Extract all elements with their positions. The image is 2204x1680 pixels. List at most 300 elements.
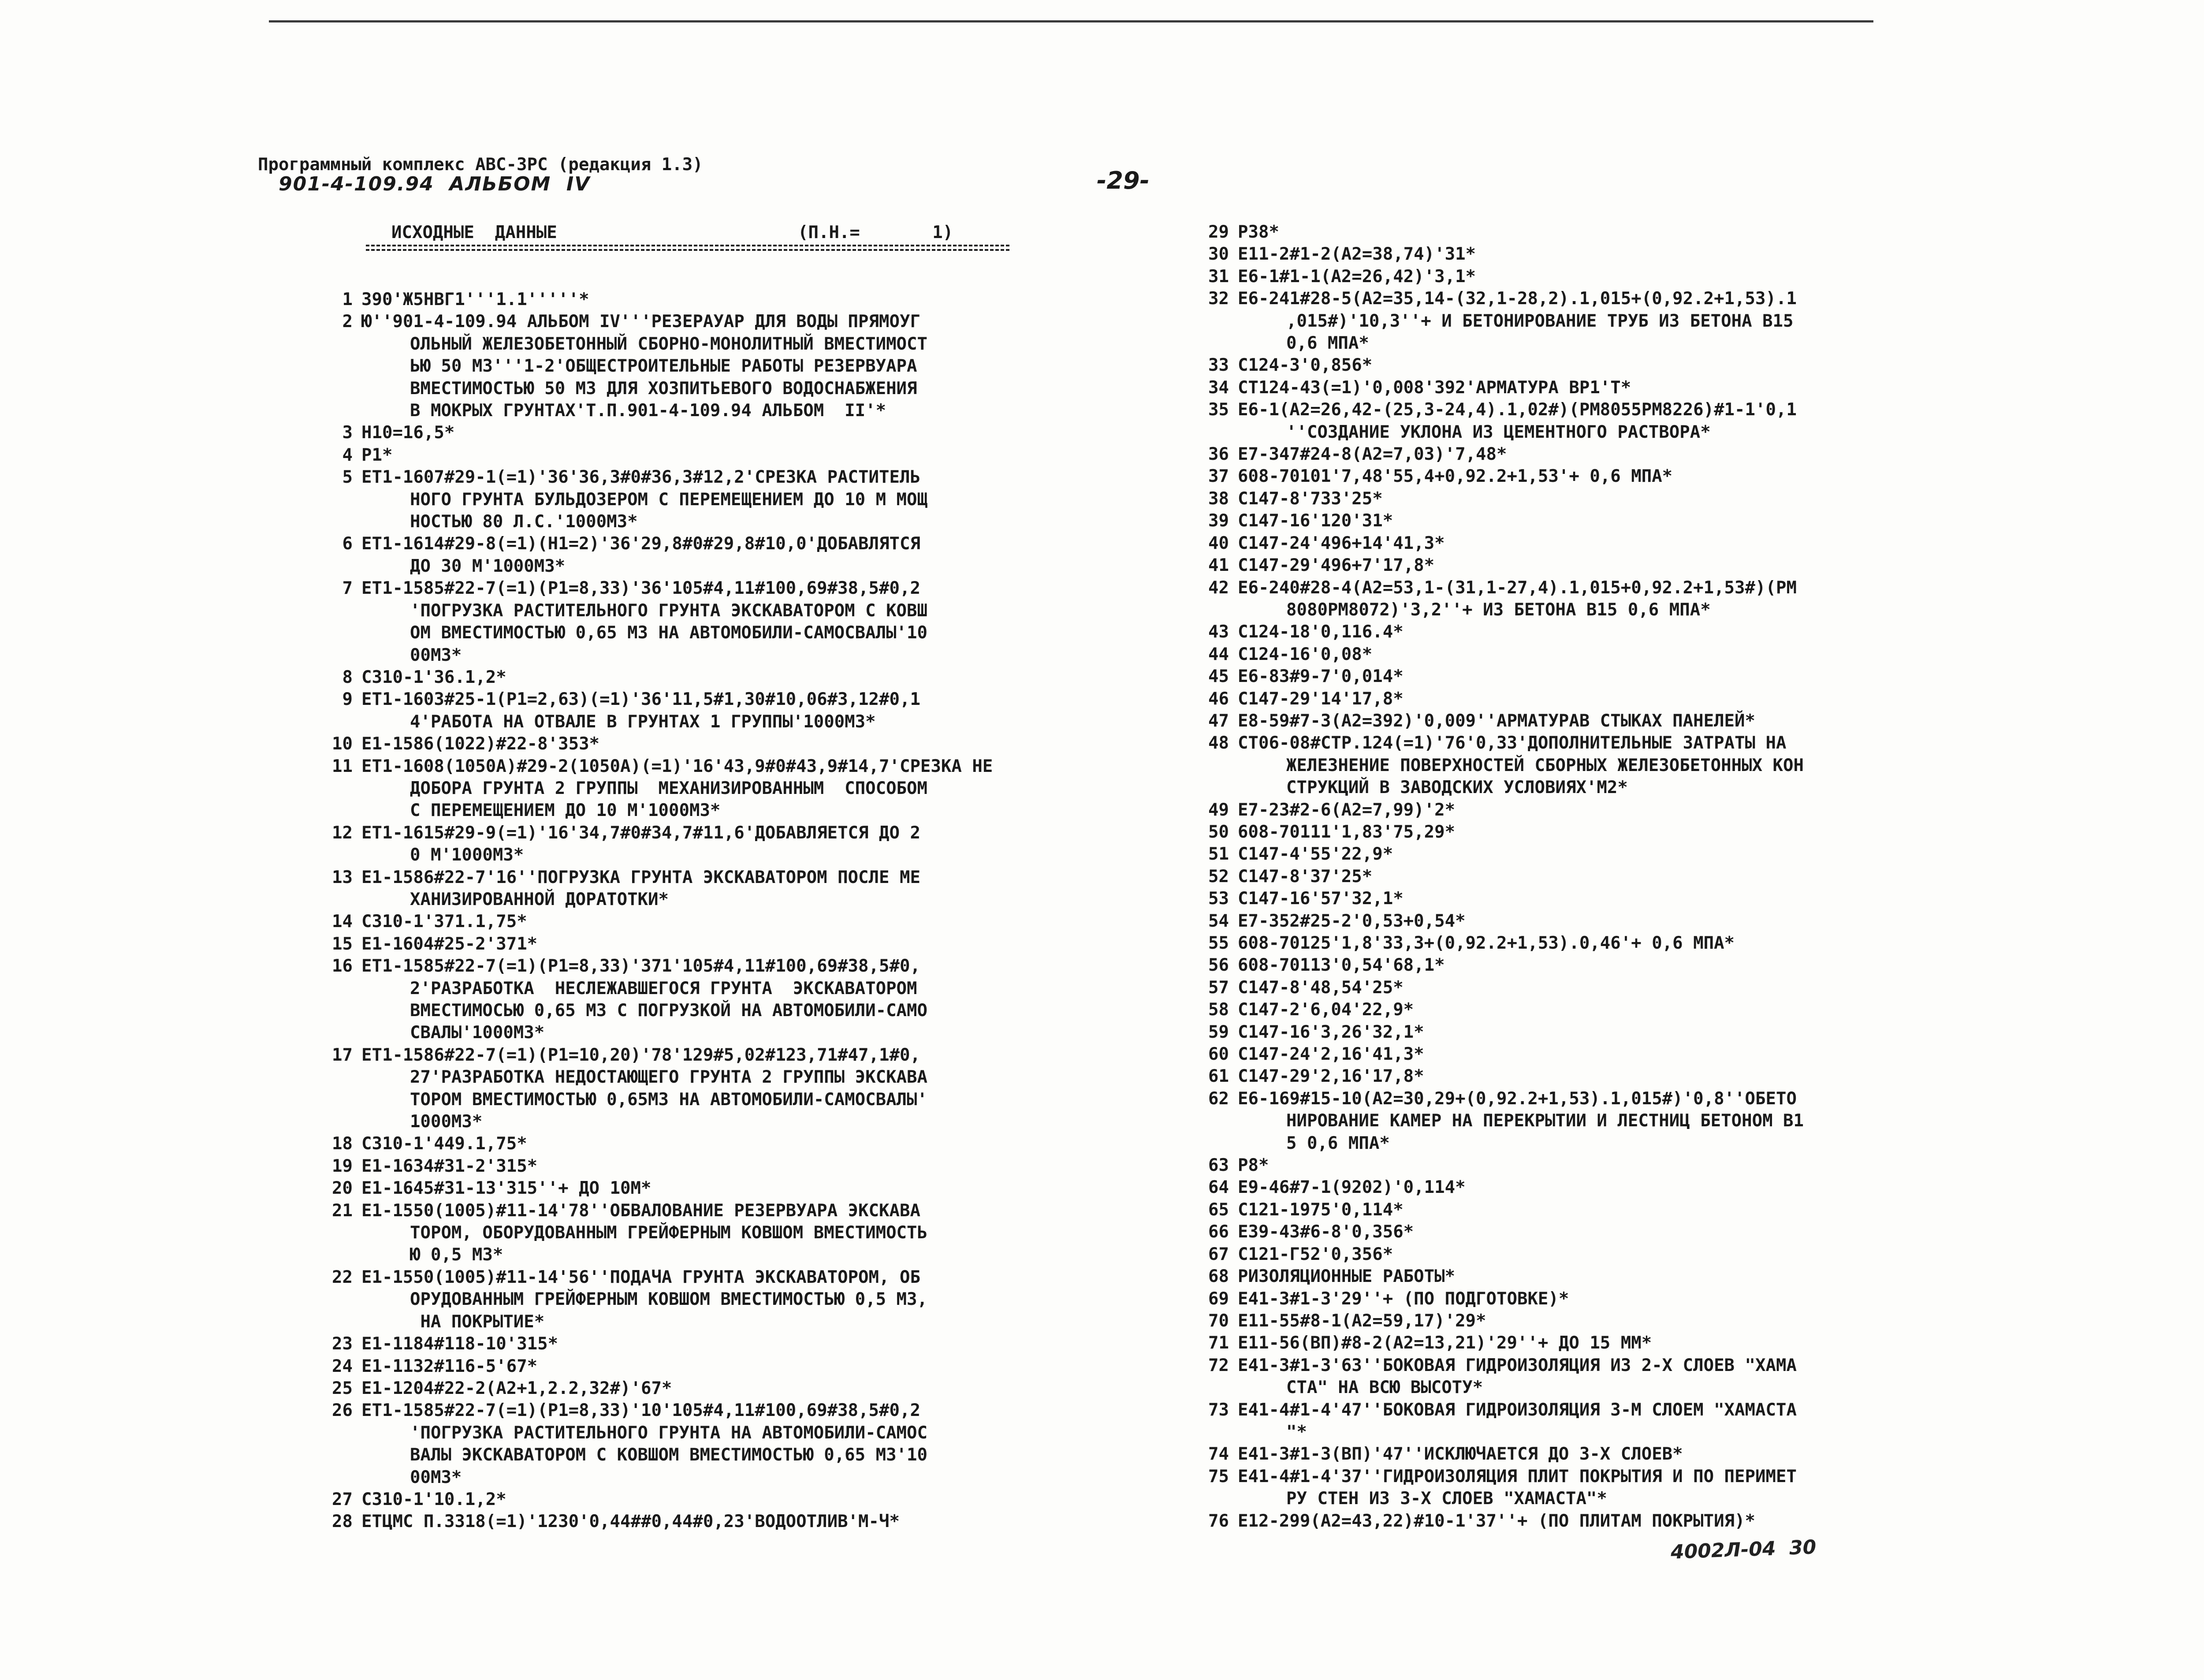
entry-number: 42 (1208, 577, 1229, 598)
entry-text (361, 1177, 1090, 1199)
entry-number: 34 (1208, 377, 1229, 398)
entry-line: Е6-240#28-4(А2=53,1-(31,1-27,4).1,015+0,92.2+1,53#)(РМ (1238, 577, 1797, 598)
entry-line: ВМЕСТИМОСЬЮ 0,65 М3 С ПОГРУЗКОЙ НА АВТОМОБИЛИ-САМО (410, 1001, 927, 1021)
list-item (314, 1511, 1090, 1533)
entry-line: "* (1286, 1422, 1307, 1442)
list-item (1190, 221, 1957, 243)
entry-line: Е1-1184#118-10'315* (361, 1334, 558, 1354)
entry-number: 31 (1208, 266, 1229, 287)
entry-line: СВАЛЫ'1000М3* (410, 1023, 545, 1043)
entry-line: С147-29'2,16'17,8* (1238, 1066, 1424, 1087)
list-item (1190, 644, 1957, 666)
entry-text (1238, 999, 1957, 1021)
entry-number: 54 (1208, 911, 1229, 931)
entry-line: С310-1'371.1,75* (361, 912, 527, 932)
entry-number: 50 (1208, 822, 1229, 842)
page-number: -29- (1097, 167, 1150, 194)
section-parameter: (П.Н.= 1) (798, 223, 953, 242)
entry-number: 73 (1208, 1400, 1229, 1420)
entry-number: 47 (1208, 711, 1229, 731)
entry-number: 28 (332, 1512, 353, 1532)
entry-number: 9 (342, 689, 353, 710)
entry-text (1238, 644, 1957, 666)
entry-text (361, 933, 1090, 955)
entry-line: Е6-83#9-7'0,014* (1238, 667, 1404, 687)
entry-text (361, 311, 1090, 422)
entry-text (1238, 510, 1957, 532)
entry-line: Е1-1132#116-5'67* (361, 1356, 538, 1376)
entry-line: ВАЛЫ ЭКСКАВАТОРОМ С КОВШОМ ВМЕСТИМОСТЬЮ 0,65 М3'10 (410, 1445, 927, 1465)
entry-line: Е1-1550(1005)#11-14'78''ОБВАЛОВАНИЕ РЕЗЕРВУАРА ЭКСКАВА (361, 1200, 920, 1221)
list-item (314, 422, 1090, 444)
entry-number: 56 (1208, 955, 1229, 976)
entry-number: 26 (332, 1401, 353, 1421)
entry-line: С310-1'10.1,2* (361, 1489, 506, 1509)
list-item (1190, 354, 1957, 376)
handwritten-signature: 4002Л-04 30 (1670, 1536, 1817, 1564)
entry-number: 19 (332, 1156, 353, 1176)
entry-number: 61 (1208, 1066, 1229, 1087)
entry-number: 12 (332, 823, 353, 843)
list-item (314, 1333, 1090, 1355)
entry-line: Е6-169#15-10(А2=30,29+(0,92.2+1,53).1,015#)'0,8''ОБЕТО (1238, 1088, 1797, 1109)
entry-line: ЕТ1-1608(1050А)#29-2(1050А)(=1)'16'43,9#0#43,9#14,7'СРЕЗКА НЕ (361, 756, 993, 776)
list-item (1190, 1199, 1957, 1221)
entry-number: 48 (1208, 733, 1229, 753)
entry-text (1238, 1177, 1957, 1199)
list-item (314, 1400, 1090, 1489)
entry-number: 35 (1208, 400, 1229, 420)
entry-line: РИЗОЛЯЦИОННЫЕ РАБОТЫ* (1238, 1267, 1456, 1287)
entry-text (1238, 488, 1957, 510)
entry-number: 41 (1208, 555, 1229, 576)
entry-line: 2'РАЗРАБОТКА НЕСЛЕЖАВШЕГОСЯ ГРУНТА ЭКСКАВАТОРОМ (410, 978, 917, 998)
entry-line: ЕТ1-1603#25-1(Р1=2,63)(=1)'36'11,5#1,30#10,06#3,12#0,1 (361, 689, 920, 710)
entry-text (1238, 621, 1957, 643)
entry-text (1238, 1466, 1957, 1510)
entry-number: 30 (1208, 244, 1229, 264)
entry-number: 1 (342, 290, 353, 309)
list-item (1190, 1310, 1957, 1332)
entry-number: 39 (1208, 511, 1229, 531)
entry-line: 4'РАБОТА НА ОТВАЛЕ В ГРУНТАХ 1 ГРУППЫ'1000М3* (410, 711, 876, 732)
entry-number: 33 (1208, 355, 1229, 376)
entry-line: ОМ ВМЕСТИМОСТЬЮ 0,65 М3 НА АВТОМОБИЛИ-САМОСВАЛЫ'10 (410, 623, 927, 643)
entry-text (361, 911, 1090, 933)
entry-line: Е7-352#25-2'0,53+0,54* (1238, 911, 1466, 931)
entry-line: В МОКРЫХ ГРУНТАХ'Т.П.901-4-109.94 АЛЬБОМ II'* (410, 401, 886, 421)
list-item (314, 1356, 1090, 1378)
list-item (1190, 243, 1957, 265)
entry-line: С147-8'733'25* (1238, 488, 1383, 509)
entry-text (361, 1333, 1090, 1355)
entry-line: 00М3* (410, 1467, 462, 1487)
entry-line: 608-70101'7,48'55,4+0,92.2+1,53'+ 0,6 МПА* (1238, 466, 1673, 487)
entry-line: 5 0,6 МПА* (1286, 1133, 1390, 1153)
entry-text (1238, 1266, 1957, 1288)
entry-text (1238, 1221, 1957, 1243)
entry-line: Е1-1634#31-2'315* (361, 1156, 538, 1176)
list-item (1190, 533, 1957, 555)
entry-text (361, 689, 1090, 733)
list-item (314, 955, 1090, 1044)
entry-line: НОСТЬЮ 80 Л.С.'1000М3* (410, 512, 638, 532)
entry-text (361, 1133, 1090, 1155)
entry-text (361, 289, 1090, 311)
entry-line: Е1-1645#31-13'315''+ ДО 10М* (361, 1178, 652, 1199)
entry-number: 52 (1208, 866, 1229, 887)
entry-line: СТ124-43(=1)'0,008'392'АРМАТУРА ВР1'Т* (1238, 377, 1631, 398)
entry-number: 27 (332, 1489, 353, 1509)
entry-number: 64 (1208, 1177, 1229, 1198)
entry-text (1238, 843, 1957, 865)
list-item (314, 533, 1090, 577)
entry-line: Е11-2#1-2(А2=38,74)'31* (1238, 244, 1476, 264)
list-item (1190, 1244, 1957, 1266)
entry-text (1238, 888, 1957, 910)
entry-number: 72 (1208, 1355, 1229, 1375)
entry-line: С121-1975'0,114* (1238, 1199, 1404, 1220)
list-item (1190, 288, 1957, 354)
entry-number: 68 (1208, 1267, 1229, 1287)
entry-text (1238, 243, 1957, 265)
entry-line: С310-1'449.1,75* (361, 1134, 527, 1154)
entry-text (1238, 1443, 1957, 1465)
album-reference: 901-4-109.94 АЛЬБОМ IV (279, 173, 591, 195)
entry-number: 16 (332, 956, 353, 976)
list-item (1190, 821, 1957, 843)
entry-line: ЕТ1-1586#22-7(=1)(Р1=10,20)'78'129#5,02#123,71#47,1#0, (361, 1045, 920, 1065)
entry-text (1238, 1043, 1957, 1065)
section-title: ИСХОДНЫЕ ДАННЫЕ (391, 223, 557, 242)
entry-number: 71 (1208, 1333, 1229, 1353)
entry-number: 6 (342, 534, 353, 554)
entry-line: ТОРОМ ВМЕСТИМОСТЬЮ 0,65М3 НА АВТОМОБИЛИ-САМОСВАЛЫ' (410, 1089, 927, 1110)
entry-number: 76 (1208, 1511, 1229, 1531)
entry-line: 1000М3* (410, 1112, 483, 1132)
list-item (1190, 954, 1957, 976)
entry-line: Е7-23#2-6(А2=7,99)'2* (1238, 800, 1456, 820)
entry-number: 58 (1208, 1000, 1229, 1020)
list-item (1190, 910, 1957, 932)
entry-line: С147-4'55'22,9* (1238, 844, 1393, 864)
list-item (1190, 710, 1957, 732)
entry-line: С124-18'0,116.4* (1238, 622, 1404, 642)
entry-line: Е1-1550(1005)#11-14'56''ПОДАЧА ГРУНТА ЭКСКАВАТОРОМ, ОБ (361, 1267, 920, 1287)
entry-line: 27'РАЗРАБОТКА НЕДОСТАЮЩЕГО ГРУНТА 2 ГРУППЫ ЭКСКАВА (410, 1067, 927, 1088)
entry-line: ЖЕЛЕЗНЕНИЕ ПОВЕРХНОСТЕЙ СБОРНЫХ ЖЕЛЕЗОБЕТОННЫХ КОН (1286, 755, 1804, 775)
entry-text (361, 466, 1090, 533)
entry-line: С124-16'0,08* (1238, 644, 1373, 664)
entry-line: 608-70125'1,8'33,3+(0,92.2+1,53).0,46'+ 0,6 МПА* (1238, 933, 1735, 953)
entry-number: 43 (1208, 622, 1229, 642)
entry-number: 67 (1208, 1244, 1229, 1264)
entry-text (1238, 443, 1957, 466)
entry-number: 15 (332, 934, 353, 954)
entry-text (361, 756, 1090, 822)
list-item (314, 867, 1090, 911)
entry-line: СТ06-08#СТР.124(=1)'76'0,33'ДОПОЛНИТЕЛЬНЫЕ ЗАТРАТЫ НА (1238, 733, 1787, 753)
entry-text (1238, 1155, 1957, 1177)
list-item (314, 1133, 1090, 1155)
entry-text (361, 733, 1090, 755)
list-item (1190, 999, 1957, 1021)
list-item (1190, 1155, 1957, 1177)
entry-number: 45 (1208, 667, 1229, 687)
entry-text (1238, 799, 1957, 821)
entry-text (361, 867, 1090, 911)
entry-text (1238, 977, 1957, 999)
entry-line: СТА" НА ВСЮ ВЫСОТУ* (1286, 1378, 1483, 1398)
list-item (1190, 377, 1957, 399)
entry-line: С147-24'496+14'41,3* (1238, 533, 1445, 553)
entry-text (1238, 533, 1957, 555)
entry-line: 608-70111'1,83'75,29* (1238, 822, 1456, 842)
entry-line: Е12-299(А2=43,22)#10-1'37''+ (ПО ПЛИТАМ ПОКРЫТИЯ)* (1238, 1511, 1755, 1531)
entry-text (361, 577, 1090, 667)
entry-line: ''СОЗДАНИЕ УКЛОНА ИЗ ЦЕМЕНТНОГО РАСТВОРА* (1286, 422, 1711, 442)
entry-number: 4 (342, 445, 353, 465)
entry-number: 46 (1208, 689, 1229, 709)
entry-line: Е7-347#24-8(А2=7,03)'7,48* (1238, 444, 1507, 465)
entry-number: 17 (332, 1045, 353, 1065)
entry-line: ДОБОРА ГРУНТА 2 ГРУППЫ МЕХАНИЗИРОВАННЫМ СПОСОБОМ (410, 778, 927, 798)
entry-line: ,015#)'10,3''+ И БЕТОНИРОВАНИЕ ТРУБ ИЗ БЕТОНА В15 (1286, 311, 1794, 331)
entry-text (1238, 954, 1957, 976)
list-item (1190, 732, 1957, 799)
entry-number: 55 (1208, 933, 1229, 953)
entry-line: Е39-43#6-8'0,356* (1238, 1222, 1414, 1242)
left-column-entries (314, 289, 1090, 1533)
list-item (1190, 399, 1957, 443)
entry-line: С310-1'36.1,2* (361, 667, 506, 687)
list-item (314, 911, 1090, 933)
entry-text (1238, 1288, 1957, 1310)
entry-number: 32 (1208, 289, 1229, 309)
entry-number: 11 (332, 756, 353, 776)
entry-text (361, 1200, 1090, 1267)
entry-line: С147-29'496+7'17,8* (1238, 555, 1435, 576)
list-item (1190, 443, 1957, 466)
entry-line: Е41-3#1-3(ВП)'47''ИСКЛЮЧАЕТСЯ ДО 3-Х СЛОЕВ* (1238, 1444, 1683, 1464)
entry-line: 'ПОГРУЗКА РАСТИТЕЛЬНОГО ГРУНТА ЭКСКАВАТОРОМ С КОВШ (410, 600, 927, 621)
entry-line: 'ПОГРУЗКА РАСТИТЕЛЬНОГО ГРУНТА НА АВТОМОБИЛИ-САМОС (410, 1423, 927, 1443)
entry-line: ЕТ1-1614#29-8(=1)(Н1=2)'36'29,8#0#29,8#10,0'ДОБАВЛЯТСЯ (361, 534, 920, 554)
entry-line: ОЛЬНЫЙ ЖЕЛЕЗОБЕТОННЫЙ СБОРНО-МОНОЛИТНЫЙ ВМЕСТИМОСТ (410, 334, 927, 354)
entry-text (361, 822, 1090, 867)
list-item (1190, 466, 1957, 488)
entry-text (1238, 1355, 1957, 1399)
entry-line: Ю 0,5 М3* (410, 1245, 503, 1265)
entry-text (1238, 266, 1957, 288)
section-double-rule (366, 245, 1009, 251)
entry-line: С147-29'14'17,8* (1238, 689, 1404, 709)
entry-line: ЕТЦМС П.3318(=1)'1230'0,44##0,44#0,23'ВОДООТЛИВ'М-Ч* (361, 1512, 900, 1532)
list-item (314, 1155, 1090, 1177)
entry-line: СТРУКЦИЙ В ЗАВОДСКИХ УСЛОВИЯХ'М2* (1286, 778, 1628, 798)
entry-text (361, 1267, 1090, 1333)
entry-text (1238, 555, 1957, 577)
list-item (1190, 1510, 1957, 1532)
entry-line: ЕТ1-1615#29-9(=1)'16'34,7#0#34,7#11,6'ДОБАВЛЯЕТСЯ ДО 2 (361, 823, 920, 843)
entry-text (1238, 1199, 1957, 1221)
entry-line: С147-16'3,26'32,1* (1238, 1022, 1424, 1042)
entry-number: 29 (1208, 222, 1229, 242)
list-item (1190, 621, 1957, 643)
entry-text (1238, 1088, 1957, 1155)
entry-line: С147-2'6,04'22,9* (1238, 1000, 1414, 1020)
list-item (314, 289, 1090, 311)
entry-text (1238, 354, 1957, 376)
list-item (1190, 555, 1957, 577)
entry-line: Р1* (361, 445, 393, 465)
entry-line: ТОРОМ, ОБОРУДОВАННЫМ ГРЕЙФЕРНЫМ КОВШОМ ВМЕСТИМОСТЬ (410, 1223, 927, 1243)
entry-number: 57 (1208, 977, 1229, 998)
entry-number: 49 (1208, 800, 1229, 820)
entry-text (361, 1511, 1090, 1533)
list-item (314, 311, 1090, 422)
entry-text (1238, 732, 1957, 799)
entry-line: НОГО ГРУНТА БУЛЬДОЗЕРОМ С ПЕРЕМЕЩЕНИЕМ ДО 10 М МОЩ (410, 489, 927, 510)
list-item (314, 1200, 1090, 1267)
entry-text (1238, 666, 1957, 688)
entry-line: Ю''901-4-109.94 АЛЬБОМ IV'''РЕЗЕРАУАР ДЛЯ ВОДЫ ПРЯМОУГ (361, 312, 920, 332)
entry-number: 40 (1208, 533, 1229, 553)
entry-number: 69 (1208, 1289, 1229, 1309)
entry-line: Е11-55#8-1(А2=59,17)'29* (1238, 1311, 1486, 1331)
entry-line: Е41-3#1-3'63''БОКОВАЯ ГИДРОИЗОЛЯЦИЯ ИЗ 2-Х СЛОЕВ "ХАМА (1238, 1355, 1797, 1375)
entry-number: 74 (1208, 1444, 1229, 1464)
entry-line: С147-8'48,54'25* (1238, 977, 1404, 998)
list-item (1190, 1466, 1957, 1510)
list-item (1190, 1332, 1957, 1354)
entry-line: Е11-56(ВП)#8-2(А2=13,21)'29''+ ДО 15 ММ* (1238, 1333, 1652, 1353)
entry-text (1238, 1310, 1957, 1332)
entry-line: ОРУДОВАННЫМ ГРЕЙФЕРНЫМ КОВШОМ ВМЕСТИМОСТЬЮ 0,5 М3, (410, 1289, 927, 1310)
entry-number: 63 (1208, 1155, 1229, 1176)
entry-line: С147-24'2,16'41,3* (1238, 1044, 1424, 1065)
entry-text (361, 1155, 1090, 1177)
entry-number: 22 (332, 1267, 353, 1287)
list-item (1190, 510, 1957, 532)
entry-line: Е9-46#7-1(9202)'0,114* (1238, 1177, 1466, 1198)
right-column-entries (1190, 221, 1957, 1532)
entry-text (1238, 1332, 1957, 1354)
entry-number: 23 (332, 1334, 353, 1354)
entry-line: ВМЕСТИМОСТЬЮ 50 М3 ДЛЯ ХОЗПИТЬЕВОГО ВОДОСНАБЖЕНИЯ (410, 378, 917, 399)
entry-number: 14 (332, 912, 353, 932)
list-item (1190, 888, 1957, 910)
list-item (1190, 1288, 1957, 1310)
list-item (1190, 1065, 1957, 1088)
entry-line: НА ПОКРЫТИЕ* (410, 1311, 545, 1332)
entry-line: ДО 30 М'1000М3* (410, 556, 566, 576)
entry-text (1238, 710, 1957, 732)
entry-number: 3 (342, 423, 353, 443)
list-item (1190, 577, 1957, 622)
list-item (1190, 1177, 1957, 1199)
entry-line: Е6-241#28-5(А2=35,14-(32,1-28,2).1,015+(0,92.2+1,53).1 (1238, 289, 1797, 309)
entry-text (361, 955, 1090, 1044)
entry-text (361, 444, 1090, 466)
list-item (1190, 1088, 1957, 1155)
list-item (1190, 1443, 1957, 1465)
program-header: Программный комплекс АВС-3РС (редакция 1.3) (258, 155, 703, 175)
entry-text (361, 667, 1090, 689)
list-item (1190, 688, 1957, 710)
entry-text (1238, 932, 1957, 954)
entry-number: 66 (1208, 1222, 1229, 1242)
entry-number: 65 (1208, 1199, 1229, 1220)
entry-number: 2 (342, 312, 353, 332)
entry-line: С121-Г52'0,356* (1238, 1244, 1393, 1264)
list-item (1190, 866, 1957, 888)
entry-line: ЕТ1-1607#29-1(=1)'36'36,3#0#36,3#12,2'СРЕЗКА РАСТИТЕЛЬ (361, 467, 920, 488)
entry-number: 62 (1208, 1088, 1229, 1109)
entry-number: 8 (342, 667, 353, 687)
entry-text (1238, 688, 1957, 710)
entry-line: Н10=16,5* (361, 423, 455, 443)
entry-line: Е6-1(А2=26,42-(25,3-24,4).1,02#)(РМ8055РМ8226)#1-1'0,1 (1238, 400, 1797, 420)
entry-text (361, 1378, 1090, 1400)
entry-line: 390'Ж5НВГ1'''1.1'''''* (361, 290, 589, 309)
list-item (1190, 843, 1957, 865)
entry-text (1238, 821, 1957, 843)
list-item (314, 1267, 1090, 1333)
entry-line: РУ СТЕН ИЗ 3-Х СЛОЕВ "ХАМАСТА"* (1286, 1489, 1607, 1509)
entry-text (1238, 1399, 1957, 1444)
entry-number: 24 (332, 1356, 353, 1376)
list-item (314, 933, 1090, 955)
list-item (314, 756, 1090, 822)
list-item (314, 466, 1090, 533)
entry-line: Е1-1586#22-7'16''ПОГРУЗКА ГРУНТА ЭКСКАВАТОРОМ ПОСЛЕ МЕ (361, 867, 920, 887)
list-item (1190, 266, 1957, 288)
entry-number: 37 (1208, 466, 1229, 487)
entry-line: 608-70113'0,54'68,1* (1238, 955, 1445, 976)
list-item (314, 577, 1090, 667)
entry-text (1238, 466, 1957, 488)
entry-number: 21 (332, 1200, 353, 1221)
list-item (314, 1177, 1090, 1199)
entry-line: Р8* (1238, 1155, 1269, 1176)
entry-text (361, 533, 1090, 577)
entry-line: ЕТ1-1585#22-7(=1)(Р1=8,33)'371'105#4,11#100,69#38,5#0, (361, 956, 920, 976)
entry-number: 59 (1208, 1022, 1229, 1042)
entry-line: ЬЮ 50 М3'''1-2'ОБЩЕСТРОИТЕЛЬНЫЕ РАБОТЫ РЕЗЕРВУАРА (410, 356, 917, 376)
list-item (1190, 932, 1957, 954)
entry-text (361, 1489, 1090, 1511)
entry-text (1238, 1065, 1957, 1088)
entry-text (1238, 866, 1957, 888)
entry-text (361, 1400, 1090, 1489)
entry-text (361, 422, 1090, 444)
entry-number: 20 (332, 1178, 353, 1199)
entry-text (1238, 399, 1957, 443)
entry-line: Р38* (1238, 222, 1279, 242)
entry-line: С147-16'57'32,1* (1238, 889, 1404, 909)
list-item (314, 733, 1090, 755)
list-item (314, 1489, 1090, 1511)
entry-number: 18 (332, 1134, 353, 1154)
entry-number: 70 (1208, 1311, 1229, 1331)
entry-line: 0,6 МПА* (1286, 333, 1369, 354)
list-item (1190, 1043, 1957, 1065)
entry-line: Е1-1604#25-2'371* (361, 934, 538, 954)
entry-text (1238, 577, 1957, 622)
entry-text (361, 1356, 1090, 1378)
list-item (314, 1044, 1090, 1133)
